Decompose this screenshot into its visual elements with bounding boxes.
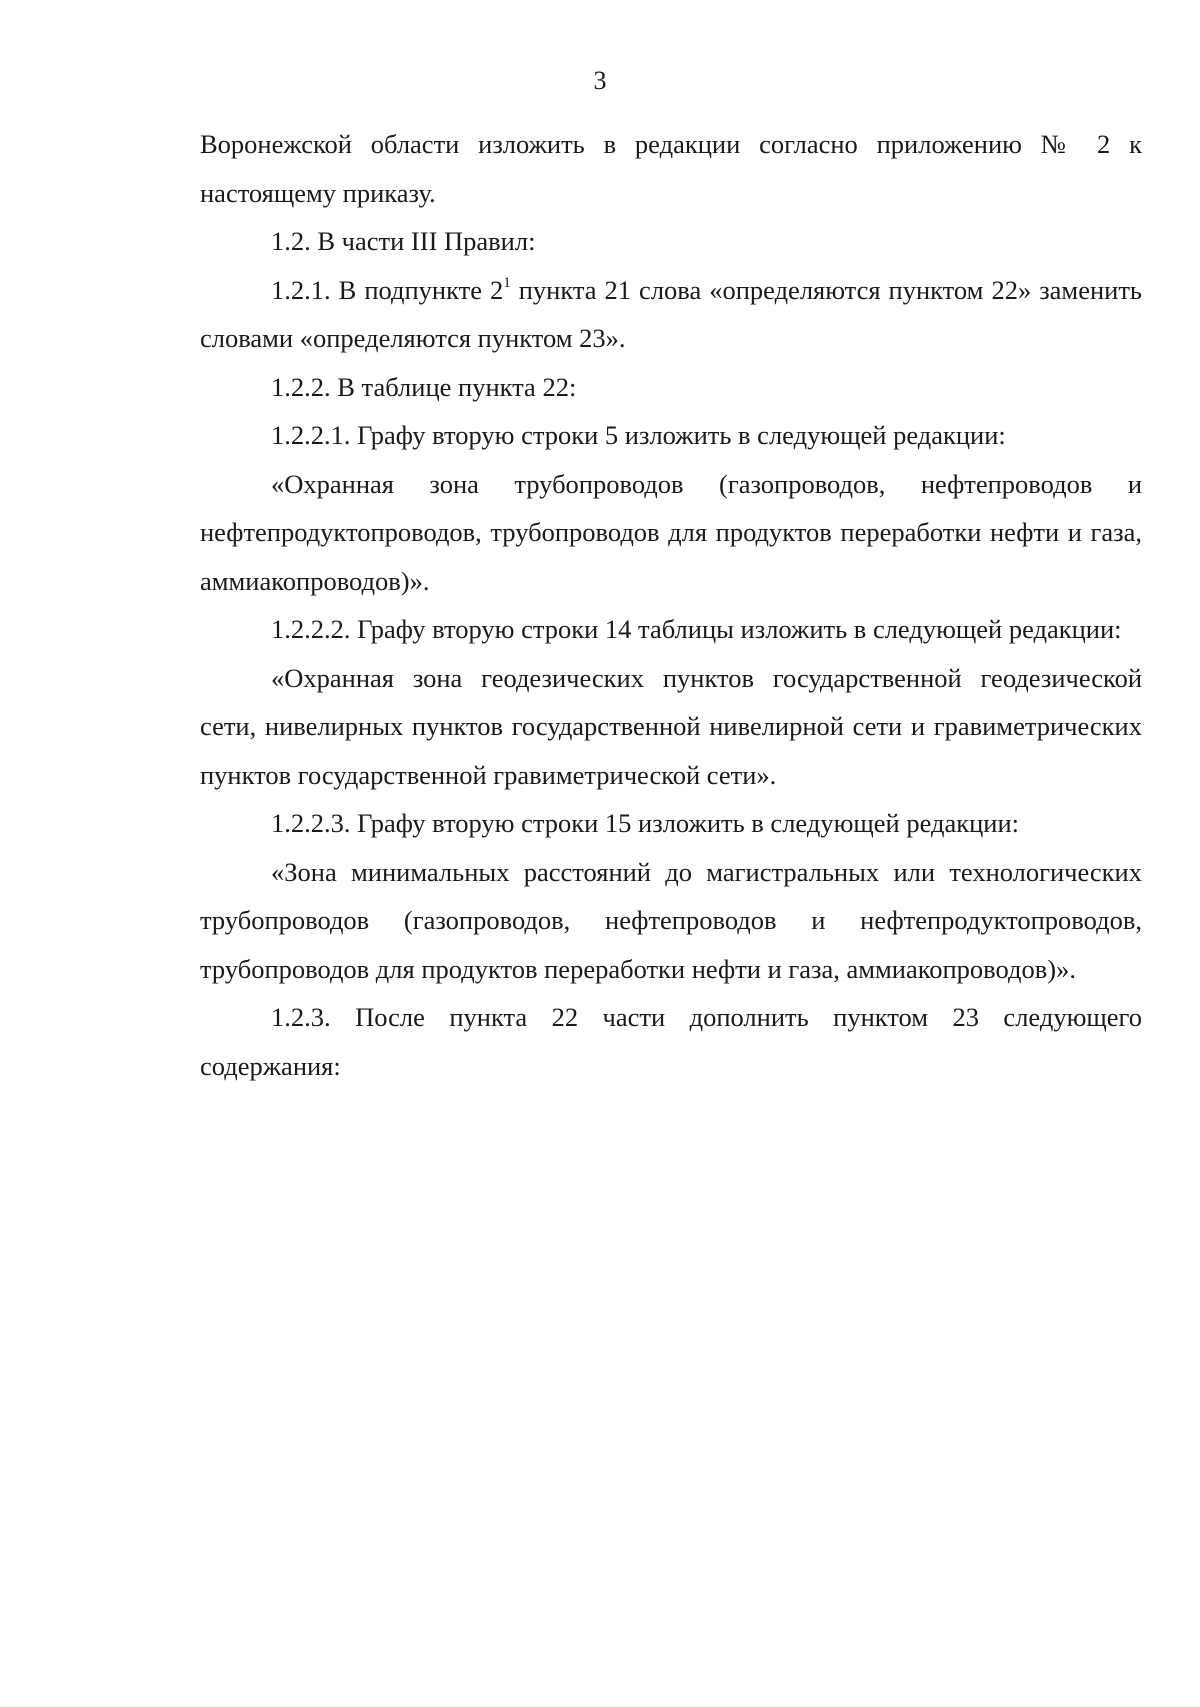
paragraph-continuation: Воронежской области изложить в редакции согласно приложению № 2 к настоящему приказу. (200, 129, 1142, 208)
paragraph-section-1-2-2: 1.2.2. В таблице пункта 22: (271, 371, 577, 402)
paragraph-section-1-2-1 (200, 266, 1142, 363)
page-number: 3 (593, 66, 607, 95)
paragraph-text-part: 1.2.1. В подпункте 2 (271, 274, 504, 305)
paragraph-section-1-2-2-1: 1.2.2.1. Графу вторую строки 5 изложить в следующей редакции: (271, 420, 1006, 450)
paragraph-quote-row-15: «Зона минимальных расстояний до магистральных или технологических трубопроводов (газопроводов, нефтепроводов и нефтепродуктопроводов, трубопроводов для продуктов переработки нефти и газа, аммиакопроводов)». (200, 856, 1142, 984)
document-body (200, 120, 1142, 1090)
paragraph-section-1-2-3: 1.2.3. После пункта 22 части дополнить пунктом 23 следующего содержания: (200, 1002, 1142, 1081)
paragraph-section-1-2-2-2: 1.2.2.2. Графу вторую строки 14 таблицы изложить в следующей редакции: (271, 614, 1122, 644)
paragraph-quote-row-14: «Охранная зона геодезических пунктов государственной геодезической сети, нивелирных пунктов государственной нивелирной сети и гравиметрических пунктов государственной гравиметрической сети». (200, 662, 1142, 790)
paragraph-section-1-2: 1.2. В части III Правил: (271, 226, 536, 256)
paragraph-section-1-2-2-3: 1.2.2.3. Графу вторую строки 15 изложить в следующей редакции: (271, 808, 1020, 838)
paragraph-quote-row-5: «Охранная зона трубопроводов (газопроводов, нефтепроводов и нефтепродуктопроводов, трубопроводов для продуктов переработки нефти и газа, аммиакопроводов)». (200, 468, 1142, 596)
superscript-index: 1 (503, 274, 511, 291)
paragraph-text-part: пункта 21 слова «определяются пунктом 22» заменить словами «определяются пунктом 23». (200, 274, 1142, 353)
